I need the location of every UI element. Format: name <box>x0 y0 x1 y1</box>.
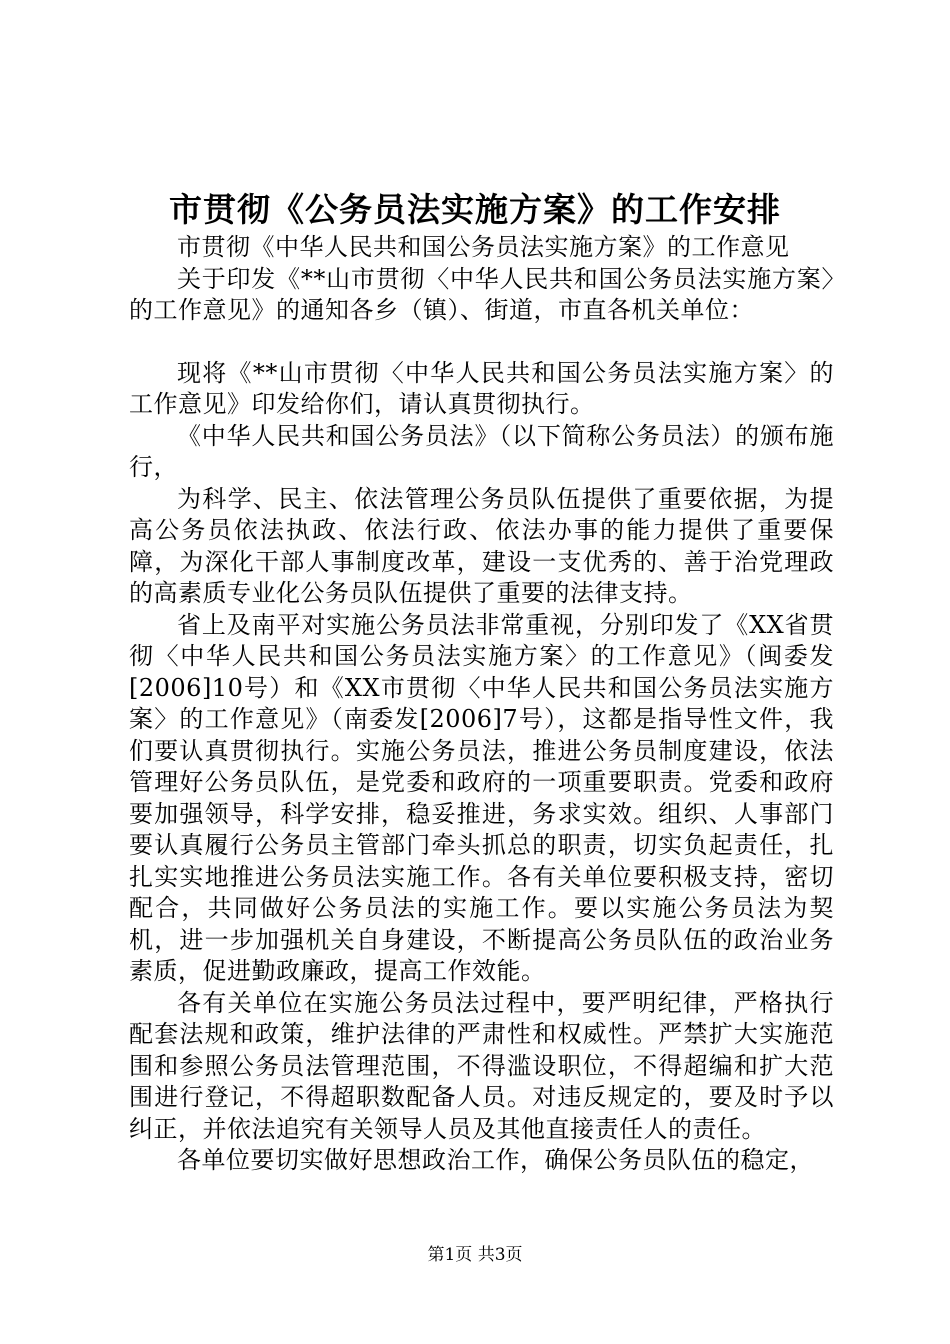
paragraph: 《中华人民共和国公务员法》（以下简称公务员法）的颁布施行， <box>129 421 834 481</box>
paragraph: 各单位要切实做好思想政治工作，确保公务员队伍的稳定， <box>177 1146 814 1174</box>
paragraph: 为科学、民主、依法管理公务员队伍提供了重要依据，为提高公务员依法执政、依法行政、依法办事的能力提供了重要保障，为深化干部人事制度改革，建设一支优秀的、善于治党理政的高素质专业化公务员队伍提供了重要的法律支持。 <box>129 484 834 607</box>
paragraph: 市贯彻《中华人民共和国公务员法实施方案》的工作意见 <box>177 233 790 261</box>
paragraph: 关于印发《**山市贯彻〈中华人民共和国公务员法实施方案〉的工作意见》的通知各乡（镇）、街道，市直各机关单位： <box>129 264 834 324</box>
blank-line <box>129 327 834 358</box>
document-title: 市贯彻《公务员法实施方案》的工作安排 <box>169 190 781 229</box>
paragraph: 各有关单位在实施公务员法过程中，要严明纪律，严格执行配套法规和政策，维护法律的严肃性和权威性。严禁扩大实施范围和参照公务员法管理范围，不得滥设职位，不得超编和扩大范围进行登记，不得超职数配备人员。对违反规定的，要及时予以纠正，并依法追究有关领导人员及其他直接责任人的责任。 <box>129 988 834 1143</box>
paragraph: 省上及南平对实施公务员法非常重视，分别印发了《XX省贯彻〈中华人民共和国公务员法实施方案〉的工作意见》（闽委发[2006]10号）和《XX市贯彻〈中华人民共和国公务员法实施方案〉的工作意见》（南委发[2006]7号），这都是指导性文件，我们要认真贯彻执行。实施公务员法，推进公务员制度建设，依法管理好公务员队伍，是党委和政府的一项重要职责。党委和政府要加强领导，科学安排，稳妥推进，务求实效。组织、人事部门要认真履行公务员主管部门牵头抓总的职责，切实负起责任，扎扎实实地推进公务员法实施工作。各有关单位要积极支持，密切配合，共同做好公务员法的实施工作。要以实施公务员法为契机，进一步加强机关自身建设，不断提高公务员队伍的政治业务素质，促进勤政廉政，提高工作效能。 <box>129 610 834 985</box>
page-number: 第1页 共3页 <box>427 1245 523 1265</box>
document-body <box>129 232 834 1177</box>
paragraph: 现将《**山市贯彻〈中华人民共和国公务员法实施方案〉的工作意见》印发给你们，请认真贯彻执行。 <box>129 358 834 418</box>
